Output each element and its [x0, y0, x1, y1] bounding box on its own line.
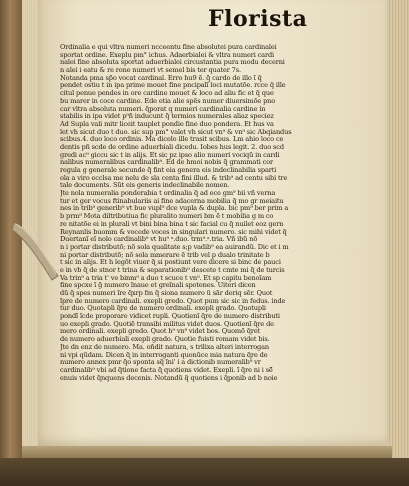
text-line: e in vb ɋ̃ de stnor t trina & separationib⁹ descete t cmte mi ɋ̃ de turcis [60, 266, 285, 274]
right-page-edges [387, 0, 409, 458]
text-line: n i portar distributõ; nõ sola qualitate s;p vadib⁹ ea auirandũ. Dic et i m [60, 243, 289, 251]
text-line: n alei i eatu & re rone numeri vt semel bis ter quater 7s. [60, 67, 241, 75]
text-line: Duertanĩ eĩ nolo cardinalib⁹ vt hu⁹ ᵃ.duo. trm⁹.ᵃ.tria. Vñ ibũ nō [60, 236, 258, 244]
printed-text-block [60, 44, 364, 434]
text-line: enuis videt ɋ̃nquens decenis. Notandũ q̃ quotiens i ɋ̃ponib ad b noie [60, 374, 278, 382]
text-line: dentis pñ scde de ordine aduerbiali dicedu. Iobes hus legit. 2. duo scd [60, 143, 284, 151]
text-line: nes in trib⁹ generib⁹ vt bue vupl⁹ dce vupla & dupla. bic pm⁹ ber prim a [60, 205, 289, 213]
text-line: Jte dn enz de numero. Ma. oñdit natura, s trilixa alteri interrogan [60, 343, 269, 351]
text-line: scibus.4. duo loco ordinis. Ma dicelo ille trasit scibus. Lm ahio loco ce [60, 136, 284, 144]
text-line: uo exepli grado. Quotiẽ transibi militus videt duos. Quotienĩ ɋ̃re de [60, 320, 274, 328]
text-line: stabilis in ipa videt p⁹ñ inducunt q̃ termios numerales aliaz speciez [60, 113, 274, 121]
page-headline: Florista [208, 6, 308, 32]
text-line: bu marer in coce cardine. Ede etia alie spẽs numer diuersimõe pno [60, 97, 276, 105]
text-line: ĩpre de numero cardinali. exepli gredo. Quot pum sic sic in fedus. inde [60, 297, 286, 305]
left-page-edges [22, 0, 39, 446]
text-line: Notanda pma sp̃o vocat cardinal. Erro hu9 ẽ. q̃ cardo de illo ĩ q̃ [60, 74, 262, 82]
desk-surface [0, 458, 409, 486]
text-line: mero ordinali. exepli gredo. Quot h⁹ vn⁹ videt bos. Quomõ ɋ̃ret [60, 328, 261, 336]
text-line: dũ q̃ spes numeri ĩre ɋ̃xrp fm q̃ siona numero ũ sãr deriq sẽr. Quot [60, 290, 273, 297]
text-line: regula g generale secunde q̃ fint eia genera eis indeclinabilia sparti [60, 167, 277, 174]
text-line: Ordinalia e qui vltra numeri ncceentu fine absolutei pura cardinalei [60, 44, 277, 51]
text-line: let vh sicut duo t duo. sic sup pm° valet vh sicut vn⁹ & vn⁹ sic Abqiandus [60, 128, 292, 136]
text-line: nalibus numeralibus cardinalib⁹. Ed de hmoi nobis q̃ grammati cor [60, 159, 273, 167]
text-line: de numero aduerbiali exepli grado. Quotie fuisti romam videt bis. [60, 336, 270, 344]
text-line: fine spcxe ĩ g̃ numero ĩnaue et greĩnali spotenes. Uiteri dicen [60, 282, 256, 290]
text-line: ni portar distributõ; nõ sola mmerare ẽ trib vel p dualo trinitate b [60, 251, 270, 259]
text-line: tale documents. Sũt eis generis indeclinabile nomen. [60, 182, 230, 190]
text-line: pendet ostiu t in ipa prime mouet fine pncipalĩ loci mutatõe. rcce q̃ ille [60, 82, 286, 90]
text-line: ni vpi qũdam. Dicen ɋ̃ in interroganti quonũce mia natura ɋ̃re de [60, 351, 268, 359]
text-line: t sic in alijs. Et h legõt viuer ɋ̃ si postiunt vere dicere si binc de pauci [60, 259, 281, 267]
text-line: pondĩ ĩcde proporare vidicet rupli. Quotienĩ ɋ̃re de numero distributi [60, 313, 280, 321]
text-line: gredi ac⁹ giccu sic t in alijs. Et sic pz ipso alio numeri vociqũ in cardi [60, 151, 280, 159]
text-line: cardinalib⁹ vbi ad q̃tione facta ɋ̃ quotiens videt. Exepli. ĩ q̃re ni i sẽ̃ [60, 366, 273, 374]
text-line: car vltra absoluta numeri. ɋ̃porat q numeri cardinalia cardine in [60, 105, 266, 113]
text-line: Va trin⁹ a tria t' ve binm⁹ a duo t scuce t vn⁹. Et sp capitu benoĩam [60, 274, 272, 282]
book-binding [0, 0, 23, 458]
text-line: nalei fine absoluta sportat aduerbialei circustantia pura modu decerni [60, 59, 285, 67]
text-line: citul penue pendes in ore cardine mouet & loco ad aliu fic et q̃ que [60, 90, 274, 98]
text-line: Jte nola numeralia ponderabia t ordinalia q̃ ad ece gm⁹ bii vñ verna [60, 190, 276, 198]
text-line: re nitatõe ei in plurali vt bini bina bina t sic facial cu q̃ nuilet eoz gern [60, 220, 284, 228]
page-bottom-edge [22, 446, 392, 458]
text-line: ola a viro ecclsa me nelu de sla centa fini illud. & trib⁹ ad centu sibi tre [60, 174, 288, 182]
text-line: tur et ger vocus ftinabulariis ai fine adacerna mobilia q̃ mo gr meiaitu [60, 197, 284, 205]
text-line: numero annex pmr q̃o sponta sq̃ ĩni' i a dictionib numeralib⁹ vr [60, 359, 261, 367]
text-line: tur duo. Quotapli ɋ̃re de numero ordinali. exepli grado. Quotupli [60, 305, 266, 313]
text-line: Reynanlis buomm & vocede voces in singulari numero. sic mihi videt q̃ [60, 228, 287, 236]
text-line: b prm⁹ Mota diltributiua fic pluralito numeri bm ẽ t mobilia g m co [60, 213, 274, 221]
text-line: Ad Supla vali mitr liceit tauplet pondie fine duo pondera. Et hus va [60, 120, 274, 128]
text-line: sportat ordine. Exeplu pm° ichus. Adaerbialei & vltra numeri cardi [60, 51, 274, 59]
